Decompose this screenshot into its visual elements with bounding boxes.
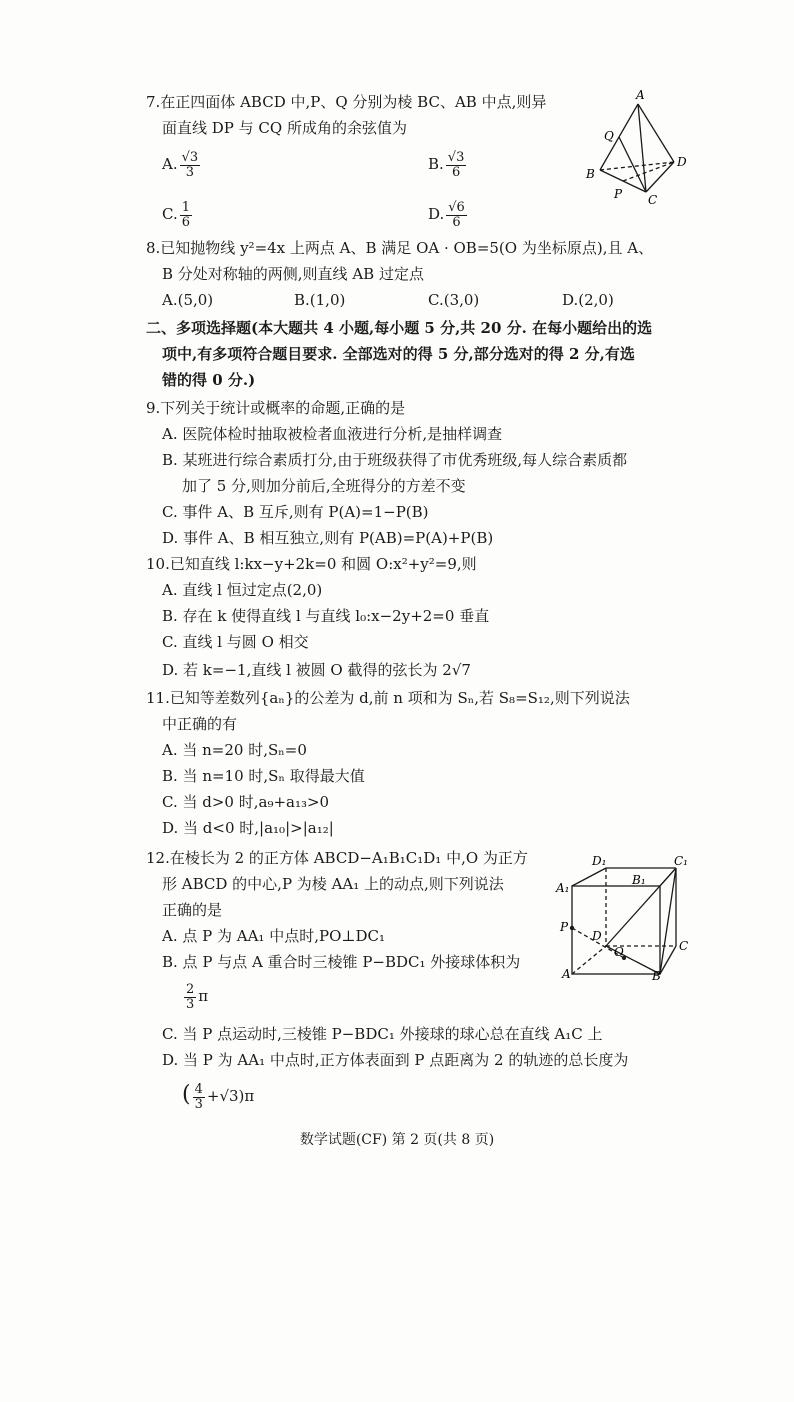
q8-option-c: C.(3,0)	[428, 291, 480, 309]
fig7-label-B: B	[586, 167, 595, 181]
q12-option-c: C. 当 P 点运动时,三棱锥 P−BDC₁ 外接球的球心总在直线 A₁C 上	[162, 1025, 603, 1043]
tetrahedron-figure	[578, 88, 690, 206]
q12-line2: 形 ABCD 的中心,P 为棱 AA₁ 上的动点,则下列说法	[162, 875, 504, 893]
q9-line1: 9.下列关于统计或概率的命题,正确的是	[146, 399, 406, 417]
q10-option-a: A. 直线 l 恒过定点(2,0)	[162, 581, 323, 599]
page-footer: 数学试题(CF) 第 2 页(共 8 页)	[299, 1132, 495, 1148]
cube-figure	[552, 852, 698, 982]
q10-line1: 10.已知直线 l:kx−y+2k=0 和圆 O:x²+y²=9,则	[146, 555, 477, 573]
fig12-label-C: C	[679, 939, 689, 953]
q9-option-a: A. 医院体检时抽取被检者血液进行分析,是抽样调查	[162, 425, 503, 443]
section2-line1: 二、多项选择题(本大题共 4 小题,每小题 5 分,共 20 分. 在每小题给出的选	[146, 319, 653, 337]
fig12-label-A1: A₁	[556, 881, 570, 895]
q12-option-b-line2: $\frac{2}{3}$ π	[186, 981, 209, 1012]
q8-line1: 8.已知抛物线 y²=4x 上两点 A、B 满足 OA · OB=5(O 为坐标原点),且 A、	[146, 239, 654, 257]
fig12-label-D1: D₁	[592, 854, 607, 868]
q10-option-c: C. 直线 l 与圆 O 相交	[162, 633, 309, 651]
fig7-label-C: C	[648, 193, 658, 206]
q9-option-b-line1: B. 某班进行综合素质打分,由于班级获得了市优秀班级,每人综合素质都	[162, 451, 628, 469]
q7-option-b: B. $\frac{√3}{6}$	[428, 149, 465, 180]
fig7-label-Q: Q	[604, 129, 614, 143]
q7-line2: 面直线 DP 与 CQ 所成角的余弦值为	[162, 119, 407, 137]
q9-option-d: D. 事件 A、B 相互独立,则有 P(AB)=P(A)+P(B)	[162, 529, 494, 547]
q12-option-d-line1: D. 当 P 为 AA₁ 中点时,正方体表面到 P 点距离为 2 的轨迹的总长度为	[162, 1051, 629, 1069]
q10-option-b: B. 存在 k 使得直线 l 与直线 l₀:x−2y+2=0 垂直	[162, 607, 490, 625]
q12-option-d-line2: ( $\frac{4}{3}$ +√3)π	[182, 1081, 255, 1112]
fig12-label-B1: B₁	[632, 873, 646, 887]
section2-line3: 错的得 0 分.)	[162, 371, 256, 389]
q12-line1: 12.在棱长为 2 的正方体 ABCD−A₁B₁C₁D₁ 中,O 为正方	[146, 849, 528, 867]
q8-line2: B 分处对称轴的两侧,则直线 AB 过定点	[162, 265, 424, 283]
fig12-label-B: B	[652, 969, 661, 982]
q12-line3: 正确的是	[162, 901, 223, 919]
q8-option-b: B.(1,0)	[294, 291, 346, 309]
fig12-label-O: O	[614, 945, 624, 959]
q7-option-d: D. $\frac{√6}{6}$	[428, 199, 465, 230]
fig7-label-A: A	[636, 88, 645, 102]
q11-line2: 中正确的有	[162, 715, 238, 733]
section2-line2: 项中,有多项符合题目要求. 全部选对的得 5 分,部分选对的得 2 分,有选	[162, 345, 635, 363]
q9-option-c: C. 事件 A、B 互斥,则有 P(A)=1−P(B)	[162, 503, 429, 521]
q12-option-b-line1: B. 点 P 与点 A 重合时三棱锥 P−BDC₁ 外接球体积为	[162, 953, 521, 971]
fig12-label-P: P	[560, 920, 569, 934]
q11-option-b: B. 当 n=10 时,Sₙ 取得最大值	[162, 767, 365, 785]
fig12-label-C1: C₁	[674, 854, 688, 868]
q11-line1: 11.已知等差数列{aₙ}的公差为 d,前 n 项和为 Sₙ,若 S₈=S₁₂,则下列说法	[146, 689, 630, 707]
q11-option-c: C. 当 d>0 时,a₉+a₁₃>0	[162, 793, 330, 811]
fig7-label-D: D	[677, 155, 687, 169]
q10-option-d: D. 若 k=−1,直线 l 被圆 O 截得的弦长为 2√7	[162, 661, 471, 679]
q11-option-a: A. 当 n=20 时,Sₙ=0	[162, 741, 307, 759]
q7-line1: 7.在正四面体 ABCD 中,P、Q 分别为棱 BC、AB 中点,则异	[146, 93, 547, 111]
q12-option-a: A. 点 P 为 AA₁ 中点时,PO⊥DC₁	[162, 927, 385, 945]
q11-option-d: D. 当 d<0 时,|a₁₀|>|a₁₂|	[162, 819, 334, 837]
fig7-label-P: P	[614, 187, 623, 201]
q8-option-d: D.(2,0)	[562, 291, 614, 309]
fig12-label-A: A	[562, 967, 571, 981]
fig12-label-D: D	[592, 929, 602, 943]
q7-option-a: A. $\frac{√3}{3}$	[162, 149, 199, 180]
q8-option-a: A.(5,0)	[162, 291, 214, 309]
q9-option-b-line2: 加了 5 分,则加分前后,全班得分的方差不变	[182, 477, 466, 495]
q7-option-c: C. $\frac{1}{6}$	[162, 199, 190, 230]
